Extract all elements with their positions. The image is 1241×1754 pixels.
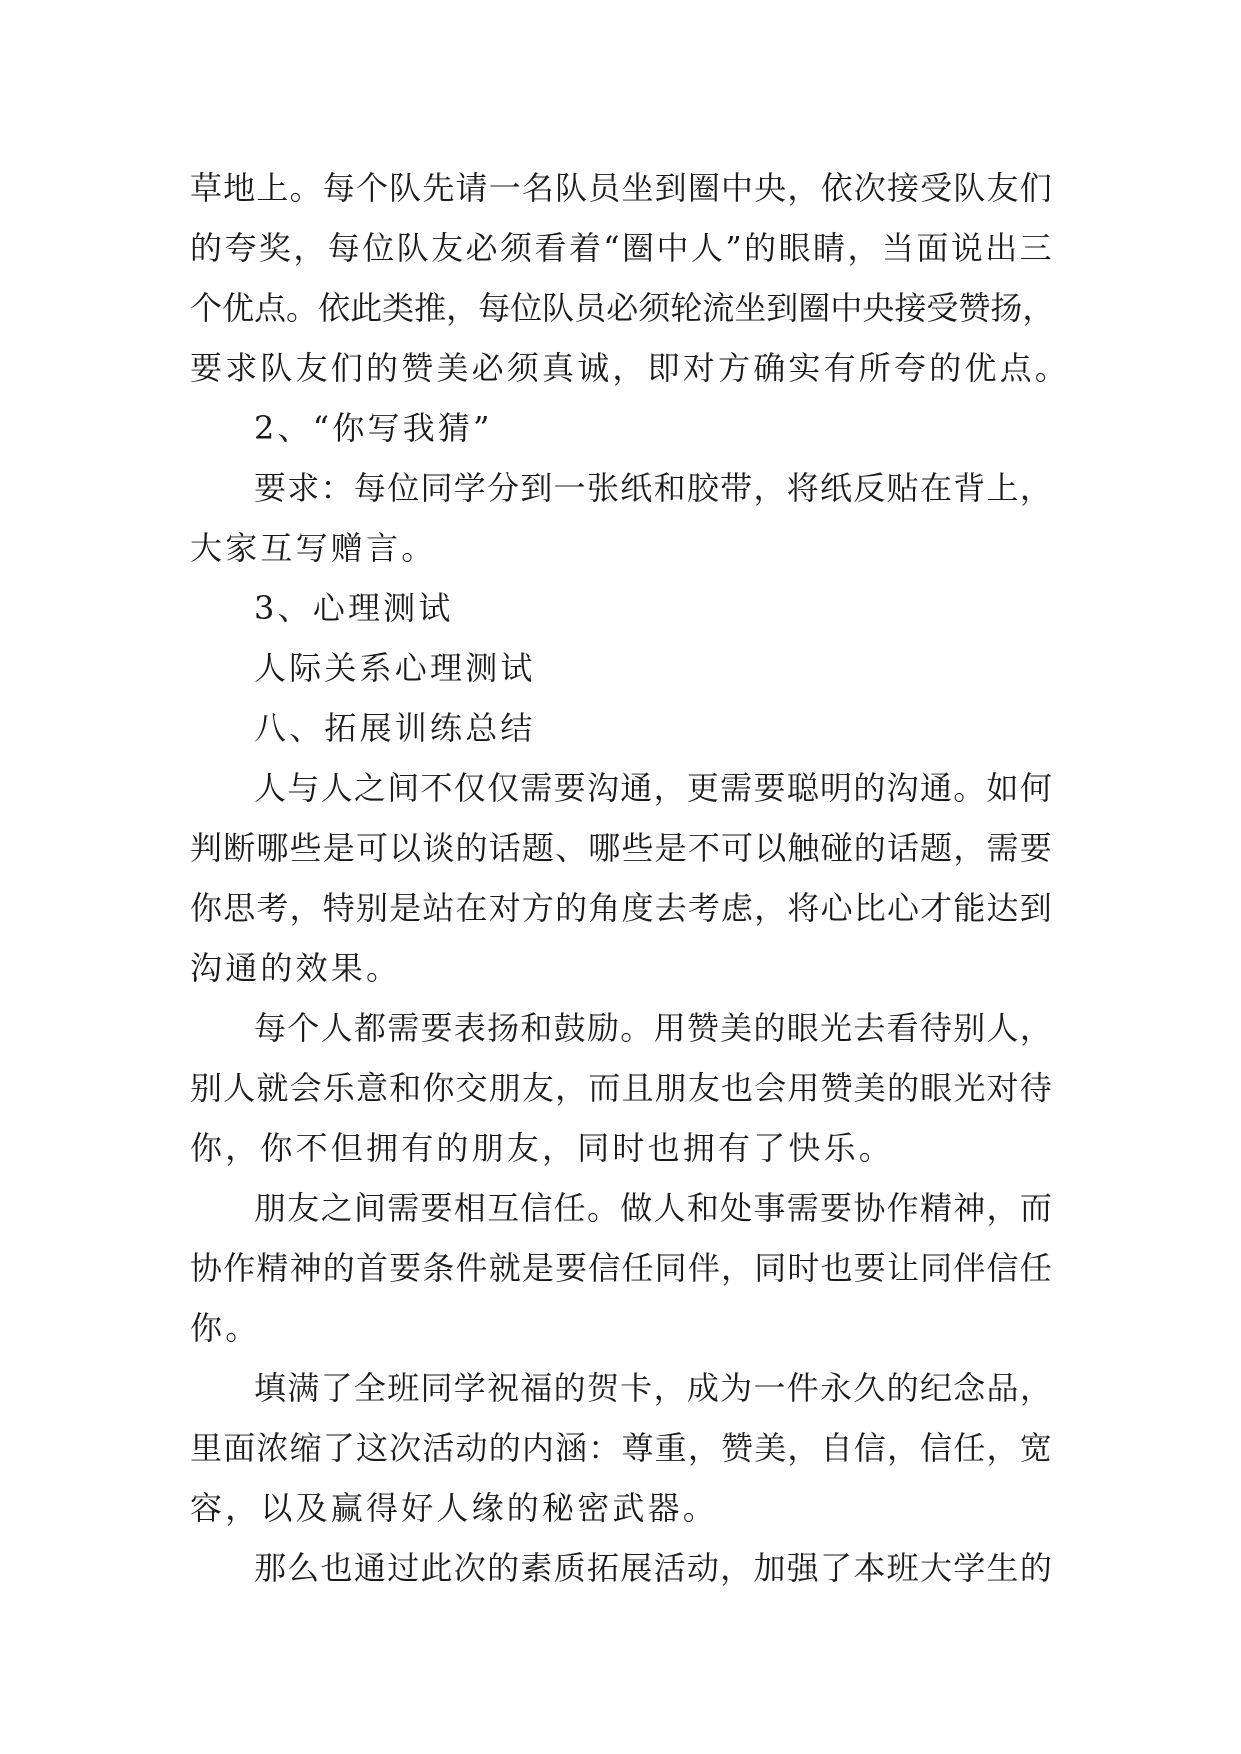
text-line: 你。 xyxy=(190,1309,261,1347)
text-line: 判 断 哪 些 是 可 以 谈 的 话 题 、 哪 些 是 不 可 以 触 碰 的 话 题 ， 需 要 xyxy=(190,829,1052,867)
text-line: 你，你不但拥有的朋友，同时也拥有了快乐。 xyxy=(190,1129,895,1167)
text-line: 那 么 也 通 过 此 次 的 素 质 拓 展 活 动 ， 加 强 了 本 班 大 学 生 的 xyxy=(254,1549,1052,1587)
text-line: 填 满 了 全 班 同 学 祝 福 的 贺 卡 ， 成 为 一 件 永 久 的 纪 念 品 ， xyxy=(254,1369,1052,1407)
section-heading: 3、心理测试 xyxy=(254,589,454,627)
text-line: 朋 友 之 间 需 要 相 互 信 任 。 做 人 和 处 事 需 要 协 作 精 神 ， 而 xyxy=(254,1189,1052,1227)
text-line: 别 人 就 会 乐 意 和 你 交 朋 友 ， 而 且 朋 友 也 会 用 赞 美 的 眼 光 对 待 xyxy=(190,1069,1052,1107)
text-line: 你 思 考 ， 特 别 是 站 在 对 方 的 角 度 去 考 虑 ， 将 心 比 心 才 能 达 到 xyxy=(190,889,1052,927)
text-line: 容，以及赢得好人缘的秘密武器。 xyxy=(190,1489,719,1527)
text-line: 人 与 人 之 间 不 仅 仅 需 要 沟 通 ， 更 需 要 聪 明 的 沟 通 。 如 何 xyxy=(254,769,1052,807)
text-line: 大家互写赠言。 xyxy=(190,529,437,567)
text-line: 的 夸 奖 ， 每 位 队 友 必 须 看 着 “ 圈 中 人 ” 的 眼 睛 ， 当 面 说 出 三 xyxy=(190,229,1052,267)
text-line: 协 作 精 神 的 首 要 条 件 就 是 要 信 任 同 伴 ， 同 时 也 要 让 同 伴 信 任 xyxy=(190,1249,1052,1287)
text-line: 人际关系心理测试 xyxy=(254,649,536,687)
text-line: 草 地 上 。 每 个 队 先 请 一 名 队 员 坐 到 圈 中 央 ， 依 次 接 受 队 友 们 xyxy=(190,169,1052,207)
text-line: 里 面 浓 缩 了 这 次 活 动 的 内 涵 ： 尊 重 ， 赞 美 ， 自 信 ， 信 任 ， 宽 xyxy=(190,1429,1052,1467)
section-heading: 2、“你写我猜” xyxy=(254,409,493,447)
text-line: 每 个 人 都 需 要 表 扬 和 鼓 励 。 用 赞 美 的 眼 光 去 看 待 别 人 ， xyxy=(254,1009,1052,1047)
text-line: 个 优 点 。 依 此 类 推 ， 每 位 队 员 必 须 轮 流 坐 到 圈 中 央 接 受 赞 扬 ， xyxy=(190,289,1055,327)
section-heading: 八、拓展训练总结 xyxy=(254,709,536,747)
text-line: 要求队友们的赞美必须真诚，即对方确实有所夸的优点。 xyxy=(190,349,1071,387)
document-body xyxy=(190,158,1071,1598)
text-line: 沟通的效果。 xyxy=(190,949,402,987)
text-line: 要 求 ： 每 位 同 学 分 到 一 张 纸 和 胶 带 ， 将 纸 反 贴 在 背 上 ， xyxy=(254,469,1052,507)
